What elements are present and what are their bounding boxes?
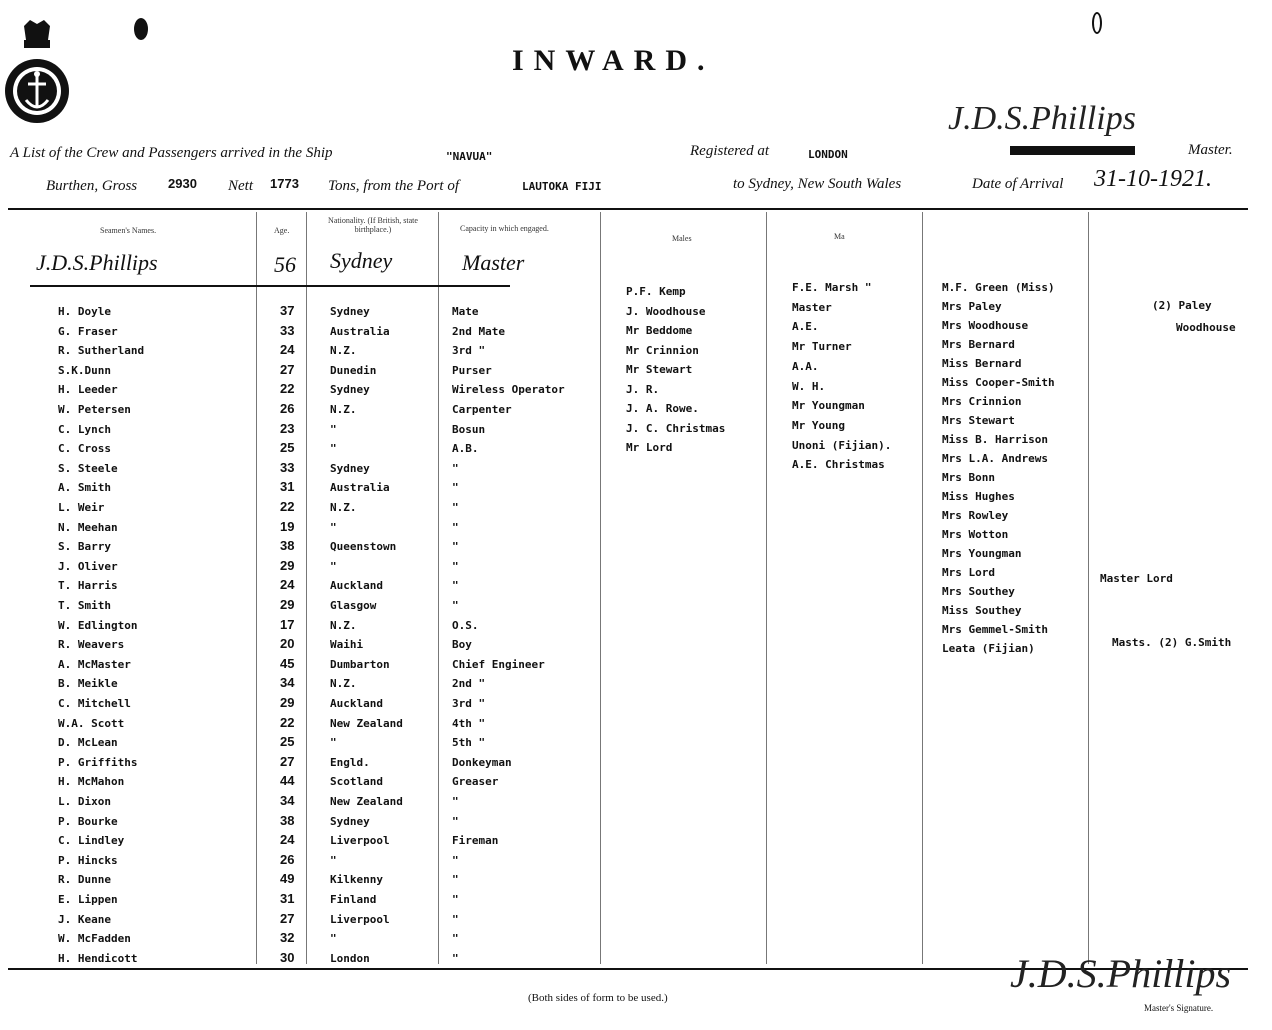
crew-age: 22 (280, 381, 295, 396)
crew-age: 38 (280, 813, 295, 828)
crew-age: 17 (280, 617, 295, 632)
crew-age: 22 (280, 715, 295, 730)
crew-capacity: " (452, 815, 459, 828)
crew-capacity: O.S. (452, 619, 479, 632)
tons-label: Tons, from the Port of (328, 178, 459, 194)
crew-capacity: 4th " (452, 717, 486, 730)
col-divider (256, 212, 257, 964)
col-head-capacity: Capacity in which engaged. (460, 224, 549, 233)
crew-nationality: Australia (330, 481, 390, 494)
crew-nationality: " (330, 560, 337, 573)
crew-nationality: Kilkenny (330, 873, 383, 886)
nett-tonnage: 1773 (270, 176, 299, 191)
passenger-entry: Miss B. Harrison (942, 433, 1048, 446)
crew-age: 24 (280, 342, 295, 357)
crew-name: A. McMaster (58, 658, 131, 671)
crew-nationality: Finland (330, 893, 377, 906)
master-age-hand: 56 (274, 252, 296, 277)
passenger-entry: Master Lord (1100, 572, 1173, 585)
passenger-entry: Mrs Bonn (942, 471, 995, 484)
crew-name: C. Mitchell (58, 697, 131, 710)
crew-nationality: Sydney (330, 462, 370, 475)
passenger-entry: Miss Bernard (942, 357, 1022, 370)
crew-nationality: " (330, 442, 337, 455)
signature-label: Master's Signature. (1144, 1003, 1214, 1013)
registered-port: LONDON (808, 148, 848, 161)
crew-age: 22 (280, 499, 295, 514)
crew-capacity: Carpenter (452, 403, 512, 416)
passenger-entry: J. Woodhouse (626, 305, 706, 318)
crew-nationality: " (330, 854, 337, 867)
crew-age: 44 (280, 773, 295, 788)
crew-nationality: Queenstown (330, 540, 397, 553)
passenger-entry: A.E. (792, 320, 819, 333)
crew-name: P. Griffiths (58, 756, 138, 769)
crew-name: L. Dixon (58, 795, 111, 808)
crew-age: 30 (280, 950, 295, 965)
crew-age: 45 (280, 656, 295, 671)
crew-nationality: Scotland (330, 775, 383, 788)
crew-nationality: " (330, 521, 337, 534)
master-name-hand: J.D.S.Phillips (36, 250, 158, 275)
crew-capacity: " (452, 599, 459, 612)
crew-nationality: Waihi (330, 638, 364, 651)
page-mark (134, 18, 148, 40)
crew-age: 24 (280, 832, 295, 847)
crew-name: E. Lippen (58, 893, 118, 906)
passenger-entry: Mrs Woodhouse (942, 319, 1029, 332)
crew-capacity: 3rd " (452, 344, 486, 357)
crew-age: 29 (280, 695, 295, 710)
passenger-entry: M.F. Green (Miss) (942, 281, 1055, 294)
crew-capacity: " (452, 795, 459, 808)
crew-nationality: Liverpool (330, 913, 390, 926)
crew-age: 24 (280, 577, 295, 592)
col-head-males: Males (672, 234, 692, 243)
col-divider (600, 212, 601, 964)
crew-age: 29 (280, 597, 295, 612)
crew-name: S. Barry (58, 540, 111, 553)
crew-capacity: Fireman (452, 834, 499, 847)
crew-age: 34 (280, 793, 295, 808)
passenger-entry: A.E. Christmas (792, 458, 885, 471)
crew-name: H. McMahon (58, 775, 125, 788)
crew-nationality: N.Z. (330, 619, 357, 632)
crew-nationality: " (330, 736, 337, 749)
crew-nationality: Australia (330, 325, 390, 338)
crew-nationality: New Zealand (330, 717, 403, 730)
crew-name: L. Weir (58, 501, 105, 514)
col-divider (922, 212, 923, 964)
crew-name: C. Lynch (58, 423, 111, 436)
crew-name: R. Dunne (58, 873, 111, 886)
page-title: INWARD. (512, 44, 715, 77)
crew-nationality: Dunedin (330, 364, 377, 377)
crew-name: H. Leeder (58, 383, 118, 396)
crew-name: J. Oliver (58, 560, 118, 573)
crew-name: W.A. Scott (58, 717, 125, 730)
crew-capacity: Greaser (452, 775, 499, 788)
crew-capacity: Bosun (452, 423, 486, 436)
passenger-entry: Mrs Lord (942, 566, 995, 579)
crew-name: C. Lindley (58, 834, 125, 847)
crew-age: 27 (280, 754, 295, 769)
crew-name: P. Bourke (58, 815, 118, 828)
crew-name: N. Meehan (58, 521, 118, 534)
passenger-entry: Master (792, 301, 832, 314)
nett-label: Nett (228, 178, 253, 194)
passenger-entry: Mrs Youngman (942, 547, 1022, 560)
crew-age: 31 (280, 891, 295, 906)
crew-name: C. Cross (58, 442, 111, 455)
crew-age: 38 (280, 538, 295, 553)
crew-name: W. Edlington (58, 619, 138, 632)
crew-nationality: Dumbarton (330, 658, 390, 671)
col-head-nationality: Nationality. (If British, state birthplace.) (328, 216, 418, 234)
crew-nationality: Glasgow (330, 599, 377, 612)
crew-name: H. Hendicott (58, 952, 138, 965)
passenger-entry: (2) Paley (1152, 299, 1212, 312)
crew-age: 26 (280, 852, 295, 867)
crew-name: P. Hincks (58, 854, 118, 867)
passenger-entry: Miss Cooper-Smith (942, 376, 1055, 389)
burthen-label: Burthen, Gross (46, 178, 138, 194)
col-divider (766, 212, 767, 964)
crew-name: T. Harris (58, 579, 118, 592)
passenger-entry: Mr Crinnion (626, 344, 699, 357)
passenger-entry: Mrs Stewart (942, 414, 1015, 427)
col-divider (306, 212, 307, 964)
col-head-names: Seamen's Names. (100, 226, 157, 235)
crew-name: G. Fraser (58, 325, 118, 338)
crew-capacity: " (452, 932, 459, 945)
passenger-entry: Mr Lord (626, 441, 673, 454)
crew-name: B. Meikle (58, 677, 118, 690)
crew-capacity: " (452, 540, 459, 553)
master-nationality-hand: Sydney (330, 248, 393, 273)
col-divider (1088, 212, 1089, 964)
footer-note: (Both sides of form to be used.) (528, 992, 668, 1004)
col-divider (438, 212, 439, 964)
crew-age: 19 (280, 519, 295, 534)
crew-capacity: 2nd Mate (452, 325, 505, 338)
master-label: Master. (1188, 142, 1233, 158)
crew-age: 23 (280, 421, 295, 436)
crew-capacity: " (452, 560, 459, 573)
crew-name: R. Sutherland (58, 344, 145, 357)
crew-nationality: " (330, 423, 337, 436)
crew-nationality: London (330, 952, 370, 965)
passenger-entry: Mrs Gemmel-Smith (942, 623, 1048, 636)
passenger-entry: Mrs Wotton (942, 528, 1009, 541)
crew-nationality: Sydney (330, 383, 370, 396)
ship-name: "NAVUA" (446, 150, 493, 163)
passenger-entry: Miss Southey (942, 604, 1022, 617)
crew-age: 32 (280, 930, 295, 945)
from-port: LAUTOKA FIJI (522, 180, 602, 193)
crew-capacity: " (452, 952, 459, 965)
crew-capacity: " (452, 854, 459, 867)
crew-name: A. Smith (58, 481, 111, 494)
crew-capacity: Wireless Operator (452, 383, 565, 396)
passenger-entry: J. C. Christmas (626, 422, 726, 435)
crew-capacity: " (452, 873, 459, 886)
passenger-entry: J. A. Rowe. (626, 402, 699, 415)
crew-nationality: Liverpool (330, 834, 390, 847)
passenger-entry: Mr Turner (792, 340, 852, 353)
crew-capacity: Boy (452, 638, 472, 651)
crew-nationality: Sydney (330, 305, 370, 318)
crew-age: 27 (280, 362, 295, 377)
crew-name: W. McFadden (58, 932, 131, 945)
crew-capacity: " (452, 913, 459, 926)
crew-name: W. Petersen (58, 403, 131, 416)
crew-name: J. Keane (58, 913, 111, 926)
crew-age: 25 (280, 440, 295, 455)
master-capacity-hand: Master (462, 250, 525, 275)
passenger-entry: Mrs Bernard (942, 338, 1015, 351)
crew-capacity: " (452, 462, 459, 475)
passenger-entry: Mr Young (792, 419, 845, 432)
crew-age: 34 (280, 675, 295, 690)
passenger-entry: Mr Beddome (626, 324, 693, 337)
crew-age: 29 (280, 558, 295, 573)
crew-nationality: Engld. (330, 756, 370, 769)
passenger-entry: P.F. Kemp (626, 285, 686, 298)
crew-age: 20 (280, 636, 295, 651)
passenger-entry: Leata (Fijian) (942, 642, 1035, 655)
crew-age: 26 (280, 401, 295, 416)
passenger-entry: A.A. (792, 360, 819, 373)
crew-nationality: Auckland (330, 697, 383, 710)
crew-nationality: N.Z. (330, 403, 357, 416)
crew-capacity: " (452, 579, 459, 592)
passenger-entry: Masts. (2) G.Smith (1112, 636, 1232, 649)
master-signature-header: J.D.S.Phillips (948, 100, 1136, 137)
crew-name: S.K.Dunn (58, 364, 111, 377)
crew-age: 27 (280, 911, 295, 926)
passenger-entry: Mrs Rowley (942, 509, 1009, 522)
gross-tonnage: 2930 (168, 176, 197, 191)
crew-name: R. Weavers (58, 638, 125, 651)
crew-age: 25 (280, 734, 295, 749)
passenger-entry: Mr Stewart (626, 363, 693, 376)
arrival-date: 31-10-1921. (1094, 166, 1212, 192)
passenger-entry: Mrs Crinnion (942, 395, 1022, 408)
passenger-entry: Mrs L.A. Andrews (942, 452, 1048, 465)
struck-row-line (30, 285, 510, 287)
crew-nationality: " (330, 932, 337, 945)
passenger-entry: Miss Hughes (942, 490, 1015, 503)
crew-capacity: A.B. (452, 442, 479, 455)
crew-capacity: Donkeyman (452, 756, 512, 769)
header-line1-prefix: A List of the Crew and Passengers arrived in the Ship (10, 145, 333, 161)
master-signature-footer: J.D.S.Phillips (1010, 951, 1232, 996)
passenger-entry: Woodhouse (1176, 321, 1236, 334)
crew-name: S. Steele (58, 462, 118, 475)
registered-label: Registered at (690, 143, 770, 159)
crest-logo (2, 18, 72, 136)
crew-nationality: N.Z. (330, 344, 357, 357)
to-label: to Sydney, New South Wales (733, 176, 902, 192)
arrival-label: Date of Arrival (972, 176, 1064, 192)
passenger-entry: J. R. (626, 383, 660, 396)
crew-nationality: Auckland (330, 579, 383, 592)
passenger-entry: Unoni (Fijian). (792, 439, 892, 452)
crew-age: 33 (280, 460, 295, 475)
crew-name: T. Smith (58, 599, 111, 612)
redaction-bar (1010, 146, 1135, 155)
crew-capacity: " (452, 521, 459, 534)
crew-age: 49 (280, 871, 295, 886)
crew-name: H. Doyle (58, 305, 111, 318)
page-mark (1092, 12, 1102, 34)
crew-capacity: " (452, 501, 459, 514)
crew-capacity: " (452, 893, 459, 906)
crew-nationality: N.Z. (330, 501, 357, 514)
col-head-age: Age. (274, 226, 290, 235)
crew-capacity: " (452, 481, 459, 494)
crew-capacity: 3rd " (452, 697, 486, 710)
crew-age: 31 (280, 479, 295, 494)
crew-capacity: 2nd " (452, 677, 486, 690)
crew-capacity: Mate (452, 305, 479, 318)
crew-nationality: New Zealand (330, 795, 403, 808)
crew-nationality: N.Z. (330, 677, 357, 690)
passenger-entry: Mrs Paley (942, 300, 1002, 313)
crew-capacity: Purser (452, 364, 492, 377)
crew-capacity: Chief Engineer (452, 658, 545, 671)
crew-age: 37 (280, 303, 295, 318)
crew-age: 33 (280, 323, 295, 338)
passenger-entry: W. H. (792, 380, 826, 393)
crew-nationality: Sydney (330, 815, 370, 828)
table-top-rule (8, 208, 1248, 210)
passenger-entry: F.E. Marsh " (792, 281, 872, 294)
col-head-males-2: Ma (834, 232, 845, 241)
crew-capacity: 5th " (452, 736, 486, 749)
crew-name: D. McLean (58, 736, 118, 749)
passenger-entry: Mrs Southey (942, 585, 1015, 598)
passenger-entry: Mr Youngman (792, 399, 865, 412)
